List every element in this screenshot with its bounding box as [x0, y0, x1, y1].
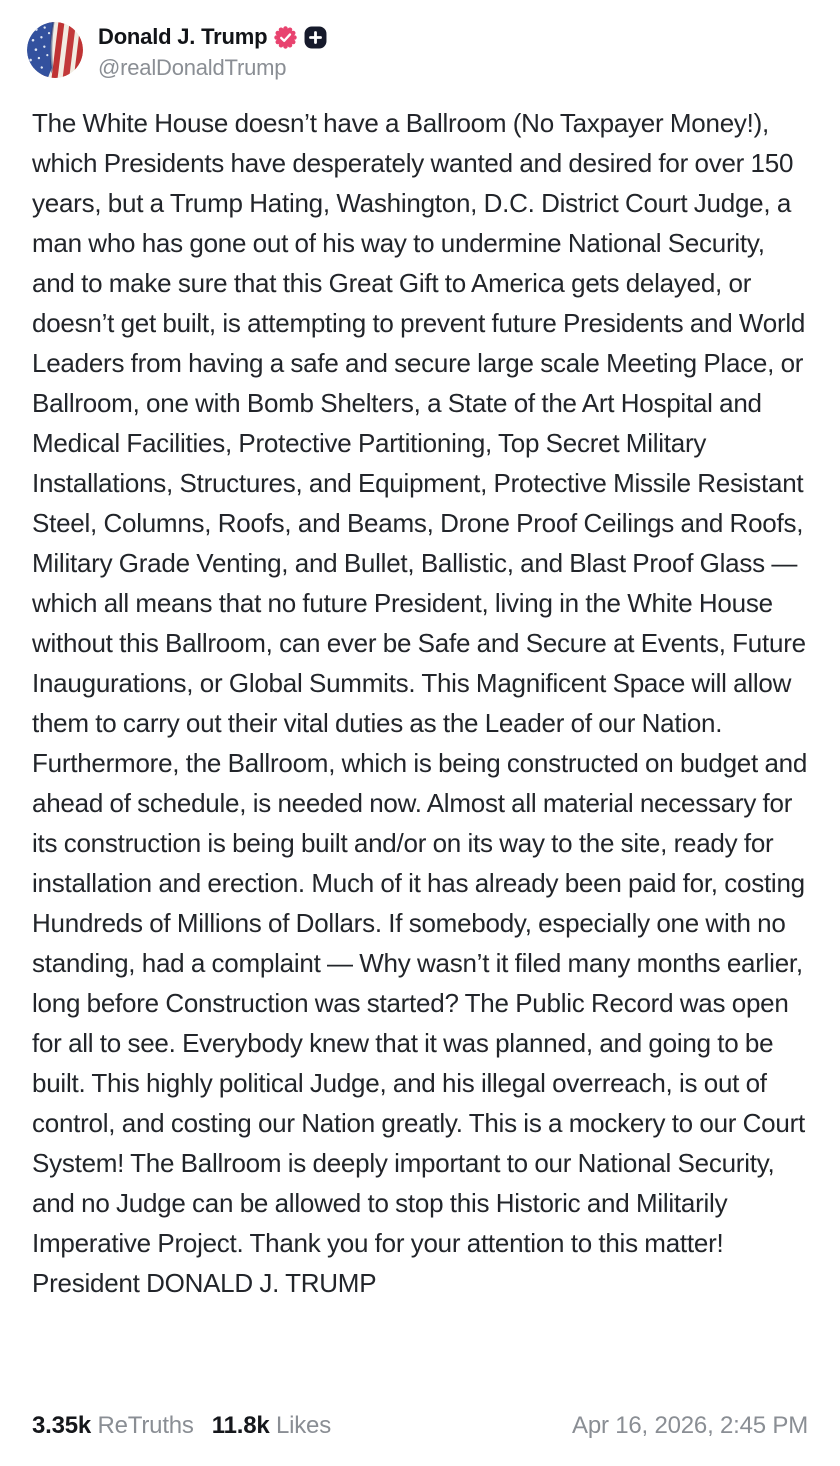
verified-badge-icon	[274, 26, 297, 49]
retruths-count: 3.35k	[32, 1412, 92, 1439]
post-header	[32, 22, 808, 81]
author-display-name[interactable]: Donald J. Trump	[98, 24, 268, 49]
avatar[interactable]	[27, 22, 83, 78]
retruths-label: ReTruths	[97, 1412, 194, 1439]
likes-label: Likes	[275, 1412, 331, 1439]
author-handle[interactable]: @realDonaldTrump	[98, 55, 287, 80]
retruths-stat[interactable]	[32, 1412, 194, 1440]
post-timestamp: Apr 16, 2026, 2:45 PM	[572, 1412, 808, 1439]
post-footer	[32, 1412, 808, 1440]
likes-stat[interactable]	[212, 1412, 331, 1440]
likes-count: 11.8k	[211, 1412, 270, 1439]
flag-face-avatar-image	[27, 22, 83, 78]
author-block	[98, 22, 327, 81]
plus-badge-icon	[304, 26, 327, 49]
post-body-text: The White House doesn’t have a Ballroom (No Taxpayer Money!), which Presidents have desperately wanted and desired for over 150 years, but a Trump Hating, Washington, D.C. District Court Judge, a man who has gone out of his way to undermine National Security, and to make sure that this Great Gift to America gets delayed, or doesn’t get built, is attempting to prevent future Presidents and World Leaders from having a safe and secure large scale Meeting Place, or Ballroom, one with Bomb Shelters, a State of the Art Hospital and Medical Facilities, Protective Partitioning, Top Secret Military Installations, Structures, and Equipment, Protective Missile Resistant Steel, Columns, Roofs, and Beams, Drone Proof Ceilings and Roofs, Military Grade Venting, and Bullet, Ballistic, and Blast Proof Glass —which all means that no future President, living in the White House without this Ballroom, can ever be Safe and Secure at Events, Future Inaugurations, or Global Summits. This Magnificent Space will allow them to carry out their vital duties as the Leader of our Nation. Furthermore, the Ballroom, which is being constructed on budget and ahead of schedule, is needed now. Almost all material necessary for its construction is being built and/or on its way to the site, ready for installation and erection. Much of it has already been paid for, costing Hundreds of Millions of Dollars. If somebody, especially one with no standing, had a complaint — Why wasn’t it filed many months earlier, long before Construction was started? The Public Record was open for all to see. Everybody knew that it was planned, and going to be built. This highly political Judge, and his illegal overreach, is out of control, and costing our Nation greatly. This is a mockery to our Court System! The Ballroom is deeply important to our National Security, and no Judge can be allowed to stop this Historic and Militarily Imperative Project. Thank you for your attention to this matter! President DONALD J. TRUMP	[32, 108, 808, 1298]
post-stats	[32, 1412, 331, 1440]
